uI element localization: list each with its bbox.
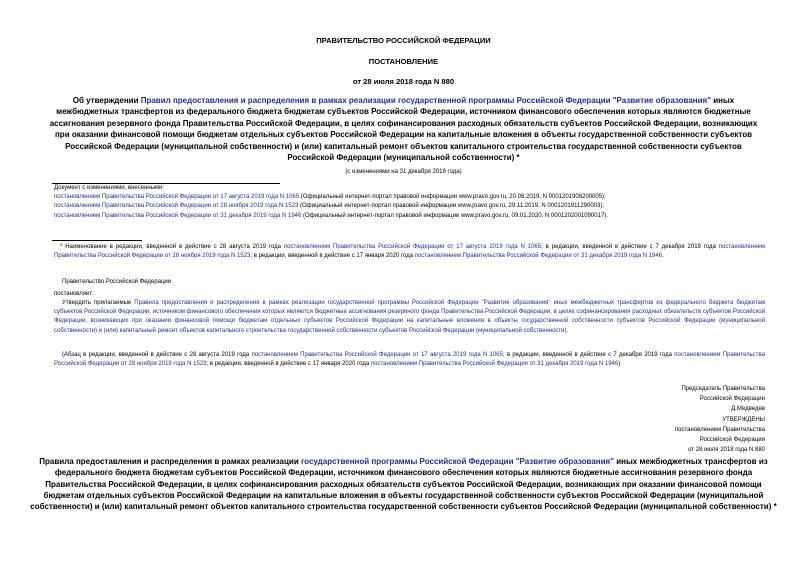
change-link[interactable]: постановлением Правительства Российской Федерации от 31 декабря 2019 года N 1946: [54, 212, 302, 219]
change-item: постановлением Правительства Российской Федерации от 17 августа 2019 года N 1065 (Официальный интернет-портал правовой информации www.pravo.gov.ru, 20.08.2019, N 0001201908200005);: [54, 194, 606, 201]
footnote-link[interactable]: постановлением Правительства Российской Федерации от 31 декабря 2019 года N 1946: [414, 253, 663, 260]
changes-block: [54, 184, 777, 221]
title-prefix: Об утверждении: [72, 96, 141, 105]
title-rules-link[interactable]: Правил предоставления и распределения в рамках реализации государственной программы Российской Федерации "Развитие образования": [140, 96, 711, 105]
signer-title: Председатель Правительства: [681, 386, 765, 392]
document-title: [46, 95, 761, 163]
footnote-rule: [52, 240, 142, 241]
signature-block: [675, 384, 765, 455]
footnote-link[interactable]: постановлением Правительства Российской Федерации от 28 ноября 2019 года N 1523: [54, 244, 766, 260]
amendment-link[interactable]: постановлением Правительства Российской Федерации от 28 ноября 2019 года N 1523: [54, 352, 766, 368]
approved-label: УТВЕРЖДЕНЫ: [722, 416, 765, 423]
resolution-paragraph: Утвердить прилагаемые Правила предоставления и распределения в рамках реализации государственной программы Российской Федерации "Развитие образования" иных межбюджетных трансфертов из федерального бюджета бюджетам субъектов Российской Федерации, источником финансового обеспечения которых являются бюджетные ассигнования резервного фонда Правительства Российской Федерации, в целях софинансирования расходных обязательств субъектов Российской Федерации, возникающих при оказании финансовой помощи бюджетам отдельных субъектов Российской Федерации на капитальные вложения в объекты государственной собственности субъектов Российской Федерации (муниципальной собственности) и (или) капитальный ремонт объектов капитального строительства государственной собственности субъектов Российской Федерации (муниципальной собственности).: [54, 300, 765, 334]
amendment-link[interactable]: постановлением Правительства Российской Федерации от 17 августа 2019 года N 1065: [251, 352, 503, 358]
rules-title: Правила предоставления и распределения в рамках реализации государственной программы Российской Федерации "Развитие образования" иных межбюджетных трансфертов из федерального бюджета бюджетам субъектов Российской Федерации, источником финансового обеспечения которых являются бюджетные ассигнования резервного фонда Правительства Российской Федерации, в целях софинансирования расходных обязательств субъектов Российской Федерации, возникающих при оказании финансовой помощи бюджетам отдельных субъектов Российской Федерации на капитальные вложения в объекты государственной собственности субъектов Российской Федерации (муниципальной собственности) и (или) капитальный ремонт объектов капитального строительства государственной собственности субъектов Российской Федерации (муниципальной собственности) *: [30, 457, 777, 512]
signer-country: Российской Федерации: [699, 396, 765, 403]
change-item: постановлением Правительства Российской Федерации от 31 декабря 2019 года N 1946 (Официальный интернет-портал правовой информации www.pravo.gov.ru, 09.01.2020, N 0001202001090017).: [54, 212, 608, 219]
change-item: постановлением Правительства Российской Федерации от 28 ноября 2019 года N 1523 (Официальный интернет-портал правовой информации www.pravo.gov.ru, 29.11.2019, N 0001201911290003);: [54, 203, 605, 210]
rules-approval-link[interactable]: Правила предоставления и распределения в рамках реализации государственной программы Российской Федерации "Развитие образования" иных межбюджетных трансфертов из федерального бюджета бюджетам субъектов Российской Федерации, источником финансового обеспечения которых являются бюджетные ассигнования резервного фонда Правительства Российской Федерации, в целях софинансирования расходных обязательств субъектов Российской Федерации, возникающих при оказании финансовой помощи бюджетам отдельных субъектов Российской Федерации на капитальные вложения в объекты государственной собственности субъектов Российской Федерации (муниципальной собственности) и (или) капитальный ремонт объектов капитального строительства государственной собственности субъектов Российской Федерации (муниципальной собственности): [54, 300, 765, 334]
change-link[interactable]: постановлением Правительства Российской Федерации от 17 августа 2019 года N 1065: [54, 194, 300, 201]
approved-country: Российской Федерации: [699, 437, 765, 444]
approved-date: от 28 июля 2018 года N 880: [688, 447, 765, 454]
doc-date-number: от 28 июля 2018 года N 880: [352, 77, 455, 86]
signer-name: Д.Медведев: [731, 406, 765, 413]
body-resolves: постановляет:: [54, 291, 94, 297]
rules-program-link[interactable]: государственной программы Российской Федерации "Развитие образования": [300, 457, 614, 466]
doc-type-heading: ПОСТАНОВЛЕНИЕ: [368, 57, 439, 66]
amendment-link[interactable]: постановлением Правительства Российской Федерации от 31 декабря 2019 года N 1946: [370, 361, 619, 368]
change-link[interactable]: постановлением Правительства Российской Федерации от 28 ноября 2019 года N 1523: [54, 203, 299, 210]
government-heading: ПРАВИТЕЛЬСТВО РОССИЙСКОЙ ФЕДЕРАЦИИ: [316, 36, 491, 45]
approved-by: постановлением Правительства: [674, 426, 765, 433]
amended-note: (с изменениями на 31 декабря 2019 года): [345, 169, 462, 175]
title-rest: иных межбюджетных трансфертов из федерального бюджета бюджетам субъектов Российской Федерации, источником финансового обеспечения которых являются бюджетные ассигнования резервного фонда Правительства Российской Федерации, в целях софинансирования расходных обязательств субъектов Российской Федерации, возникающих при оказании финансовой помощи бюджетам отдельных субъектов Российской Федерации на капитальные вложения в объекты государственной собственности субъектов Российской Федерации (муниципальной собственности) и (или) капитальный ремонт объектов капитального строительства государственной собственности субъектов Российской Федерации (муниципальной собственности) *: [49, 96, 758, 163]
body-government: Правительство Российской Федерации: [62, 279, 172, 285]
changes-intro: Документ с изменениями, внесенными:: [54, 185, 165, 191]
footnote-link[interactable]: постановлением Правительства Российской Федерации от 17 августа 2019 года N 1065: [283, 244, 542, 250]
amendment-paragraph: (Абзац в редакции, введенной в действие с 28 августа 2019 года постановлением Правительства Российской Федерации от 17 августа 2019 года N 1065; в редакции, введенной в действие с 7 декабря 2019 года постановлением Правительства Российской Федерации от 28 ноября 2019 года N 1523; в редакции, введенной в действие с 17 января 2020 года постановлением Правительства Российской Федерации от 31 декабря 2019 года N 1946): [54, 352, 766, 368]
footnote: * Наименование в редакции, введенной в действие с 28 августа 2019 года постановлением Правительства Российской Федерации от 17 августа 2019 года N 1065; в редакции, введенной в действие с 7 декабря 2019 года постановлением Правительства Российской Федерации от 28 ноября 2019 года N 1523; в редакции, введенной в действие с 17 января 2020 года постановлением Правительства Российской Федерации от 31 декабря 2019 года N 1946.: [54, 244, 766, 260]
